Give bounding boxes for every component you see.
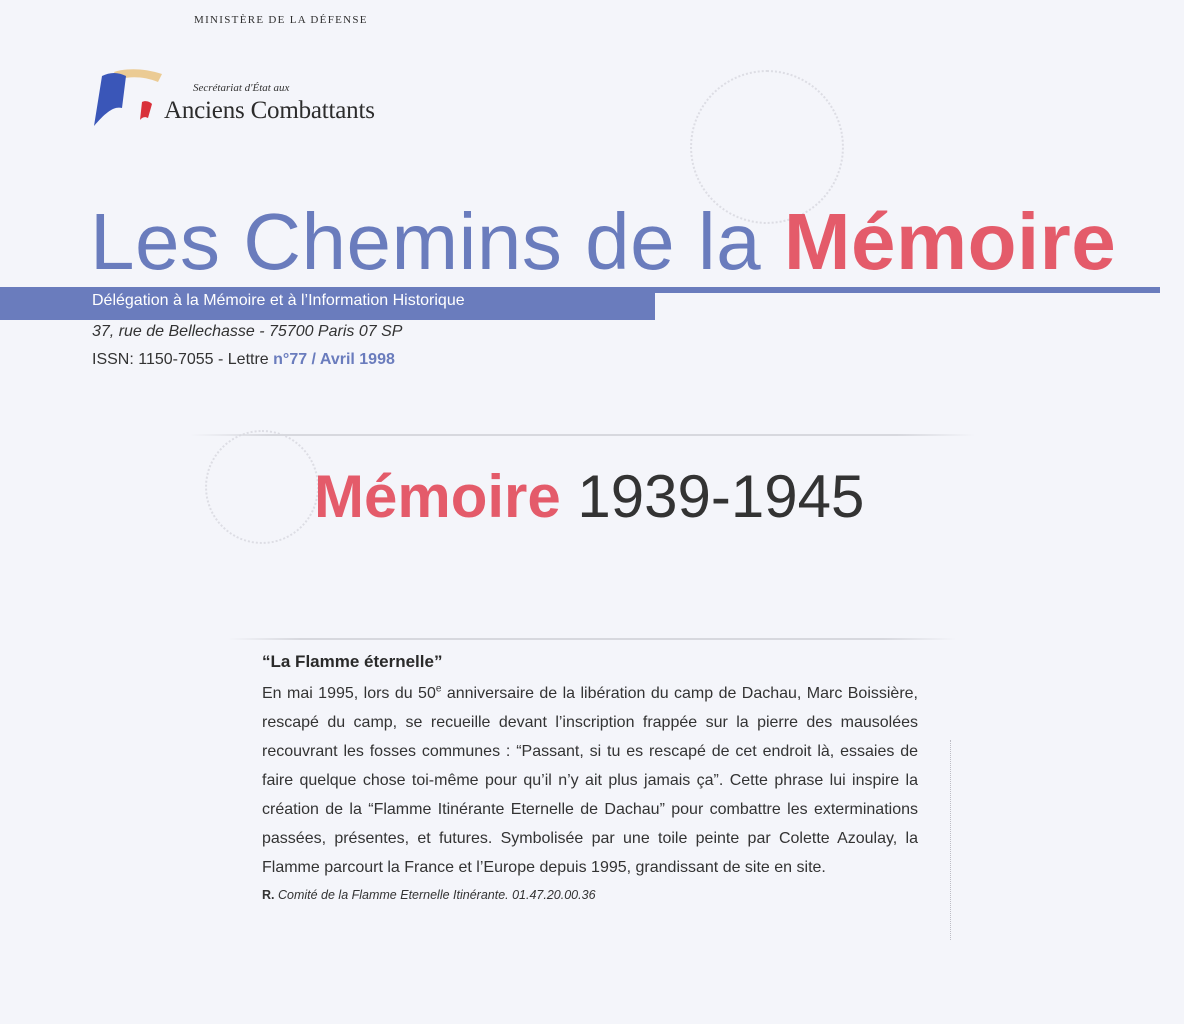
issn-line xyxy=(92,351,395,369)
secretariat-main-label: Anciens Combattants xyxy=(164,97,375,124)
secretariat-logo xyxy=(92,68,164,130)
issn-prefix: ISSN: 1150-7055 - Lettre xyxy=(92,351,274,368)
newsletter-title xyxy=(90,196,1116,288)
article-body-rest: anniversaire de la libération du camp de Dachau, Marc Boissière, rescapé du camp, se recueille devant l’inscription frappée sur la pierre des mausolées recouvrant les fosses communes : “Passant, si tu es rescapé de cet endroit là, essaies de faire quelque chose toi-même pour qu’il n’y ait plus jamais ça”. Cette phrase lui inspire la création de la “Flamme Itinérante Eternelle de Dachau” pour combattre les exterminations passées, présentes, et futures. Symbolisée par une toile peinte par Colette Azoulay, la Flamme parcourt la France et l’Europe depuis 1995, grandissant de site en site. xyxy=(262,685,918,876)
article-reference xyxy=(262,888,918,902)
section-title xyxy=(314,462,864,532)
decorative-line-bottom xyxy=(228,638,956,640)
faint-stamp-left xyxy=(205,430,319,544)
secretariat-small-label: Secrétariat d'État aux xyxy=(193,82,290,94)
newsletter-title-part1: Les Chemins de la xyxy=(90,197,784,286)
decorative-line-top xyxy=(190,434,975,436)
article-body xyxy=(262,679,918,882)
reference-label: R. xyxy=(262,888,275,902)
section-title-part2: 1939-1945 xyxy=(577,463,865,530)
newsletter-title-part2: Mémoire xyxy=(783,197,1117,286)
reference-text: Comité de la Flamme Eternelle Itinérante. 01.47.20.00.36 xyxy=(274,888,596,902)
dotted-margin-line xyxy=(950,740,951,940)
article-body-superscript: e xyxy=(435,683,442,695)
section-title-part1: Mémoire xyxy=(314,463,561,530)
address-line: 37, rue de Bellechasse - 75700 Paris 07 SP xyxy=(92,323,403,340)
article-title: “La Flamme éternelle” xyxy=(262,652,443,671)
article-body-start: En mai 1995, lors du 50 xyxy=(262,685,436,702)
delegation-label: Délégation à la Mémoire et à l’Information Historique xyxy=(92,292,465,309)
article xyxy=(262,652,918,902)
ministry-label: MINISTÈRE DE LA DÉFENSE xyxy=(194,14,368,26)
issue-number: n°77 / Avril 1998 xyxy=(273,351,395,368)
logo-blue-flag xyxy=(94,73,126,126)
logo-red-flag xyxy=(140,101,152,120)
